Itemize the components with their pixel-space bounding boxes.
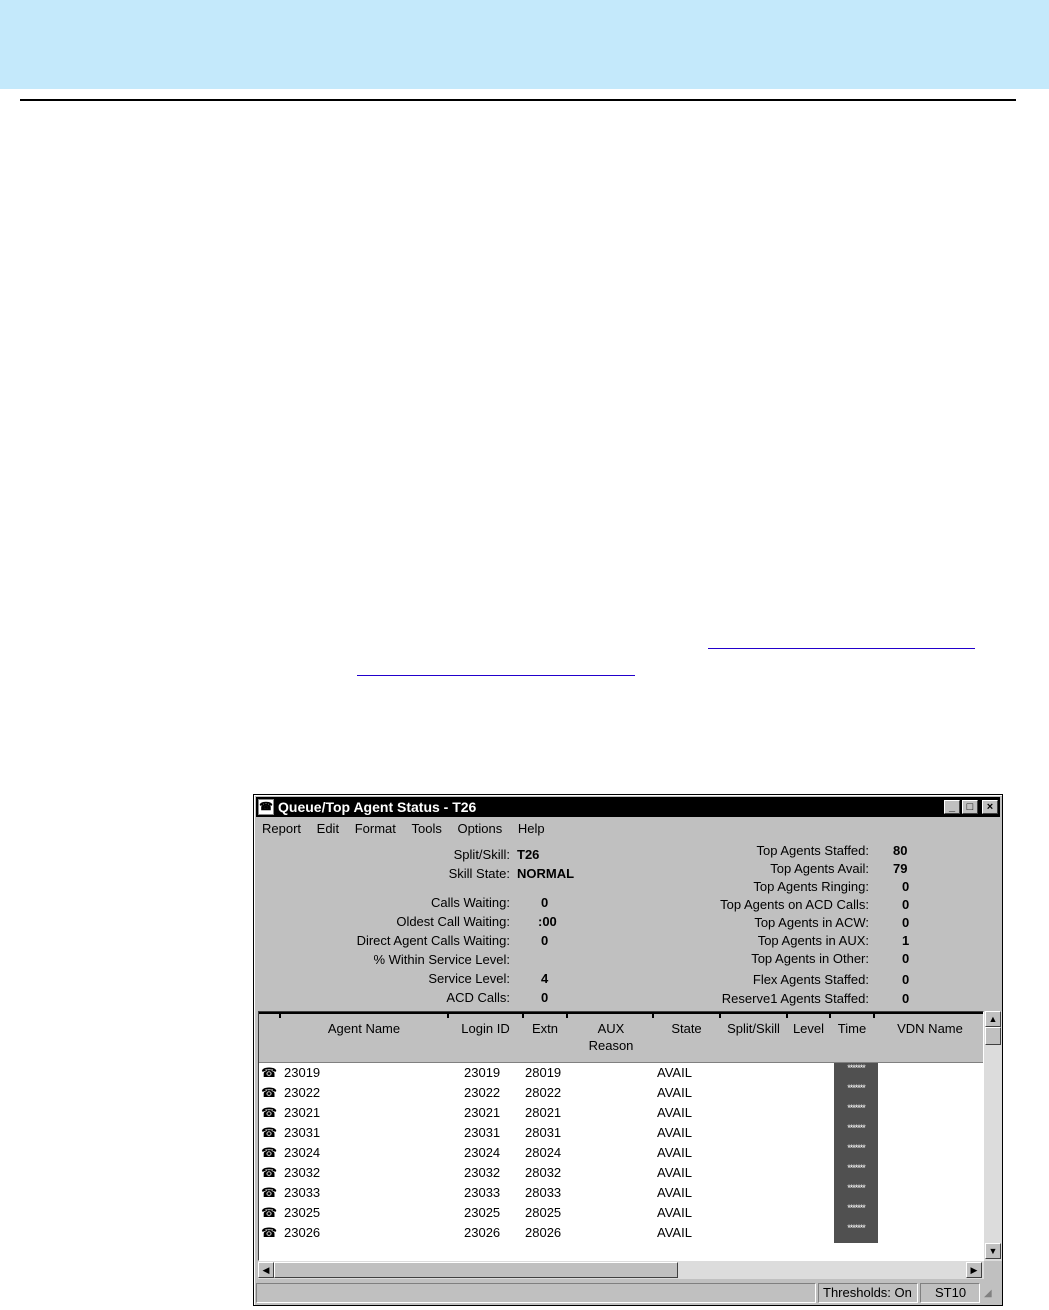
link-underline-1[interactable] xyxy=(708,648,975,649)
header-top-line xyxy=(259,1012,984,1014)
login-id: 23025 xyxy=(464,1205,501,1220)
agent-name: 23025 xyxy=(284,1205,321,1220)
col-extn[interactable]: Extn xyxy=(531,1021,558,1036)
column-divider[interactable] xyxy=(447,1012,449,1018)
calls-waiting-value: 0 xyxy=(541,895,549,910)
link-underline-2[interactable] xyxy=(357,675,635,676)
station-id-status: ST10 xyxy=(920,1283,980,1303)
state: AVAIL xyxy=(657,1205,692,1220)
reserve1-agents-value: 0 xyxy=(902,991,910,1006)
extn: 28019 xyxy=(525,1065,562,1080)
table-row[interactable] xyxy=(259,1123,984,1143)
time-cell: ******* xyxy=(834,1143,878,1163)
login-id: 23021 xyxy=(464,1105,501,1120)
telephone-icon: ☎ xyxy=(261,1145,278,1160)
time-cell: ******* xyxy=(834,1063,878,1083)
column-divider[interactable] xyxy=(279,1012,281,1018)
header-rule xyxy=(20,99,1016,101)
login-id: 23026 xyxy=(464,1225,501,1240)
col-level[interactable]: Level xyxy=(792,1021,825,1036)
top-agents-aux-value: 1 xyxy=(902,933,910,948)
scroll-down-arrow-icon[interactable]: ▼ xyxy=(985,1243,1001,1259)
top-agents-ringing-label: Top Agents Ringing: xyxy=(753,879,869,894)
table-row[interactable] xyxy=(259,1163,984,1183)
summary-panel xyxy=(256,841,1000,1035)
menu-tools[interactable]: Tools xyxy=(411,821,442,836)
oldest-call-value: :00 xyxy=(538,914,557,929)
extn: 28022 xyxy=(525,1085,562,1100)
service-level-label: Service Level: xyxy=(428,971,510,986)
state: AVAIL xyxy=(657,1225,692,1240)
state: AVAIL xyxy=(657,1105,692,1120)
time-cell: ******* xyxy=(834,1183,878,1203)
top-agents-other-value: 0 xyxy=(902,951,910,966)
agent-name: 23019 xyxy=(284,1065,321,1080)
time-cell: ******* xyxy=(834,1123,878,1143)
top-agents-acw-value: 0 xyxy=(902,915,910,930)
table-row[interactable] xyxy=(259,1083,984,1103)
top-agents-ringing-value: 0 xyxy=(902,879,910,894)
menu-format[interactable]: Format xyxy=(354,821,396,836)
thresholds-status: Thresholds: On xyxy=(818,1283,918,1303)
top-agents-acw-label: Top Agents in ACW: xyxy=(754,915,869,930)
vertical-scrollbar[interactable] xyxy=(984,1011,1002,1261)
column-divider[interactable] xyxy=(652,1012,654,1018)
agent-name: 23033 xyxy=(284,1185,321,1200)
extn: 28033 xyxy=(525,1185,562,1200)
skill-state-value: NORMAL xyxy=(517,866,575,881)
scroll-left-arrow-icon[interactable]: ◀ xyxy=(258,1262,274,1278)
status-bar xyxy=(256,1283,1000,1303)
agent-name: 23024 xyxy=(284,1145,321,1160)
table-row[interactable] xyxy=(259,1183,984,1203)
login-id: 23032 xyxy=(464,1165,501,1180)
agent-name: 23026 xyxy=(284,1225,321,1240)
agent-name: 23021 xyxy=(284,1105,321,1120)
state: AVAIL xyxy=(657,1065,692,1080)
acd-calls-value: 0 xyxy=(541,990,549,1005)
top-agents-avail-value: 79 xyxy=(893,861,908,876)
table-row[interactable] xyxy=(259,1143,984,1163)
flex-agents-value: 0 xyxy=(902,972,910,987)
time-cell: ******* xyxy=(834,1103,878,1123)
time-cell: ******* xyxy=(834,1083,878,1103)
reserve1-agents-label: Reserve1 Agents Staffed: xyxy=(721,991,869,1006)
col-time[interactable]: Time xyxy=(837,1021,867,1036)
time-cell: ******* xyxy=(834,1223,878,1243)
column-divider[interactable] xyxy=(719,1012,721,1018)
table-row[interactable] xyxy=(259,1063,984,1083)
col-aux-reason[interactable]: AUX Reason xyxy=(588,1021,634,1053)
time-cell: ******* xyxy=(834,1163,878,1183)
state: AVAIL xyxy=(657,1145,692,1160)
agent-name: 23022 xyxy=(284,1085,321,1100)
within-service-level-label: % Within Service Level: xyxy=(373,952,510,967)
state: AVAIL xyxy=(657,1165,692,1180)
menu-bar xyxy=(256,819,1000,839)
flex-agents-label: Flex Agents Staffed: xyxy=(752,972,869,987)
direct-agent-calls-value: 0 xyxy=(541,933,549,948)
skill-state-label: Skill State: xyxy=(448,866,510,881)
telephone-icon: ☎ xyxy=(261,1205,278,1220)
col-login-id[interactable]: Login ID xyxy=(461,1021,510,1036)
login-id: 23022 xyxy=(464,1085,501,1100)
menu-help[interactable]: Help xyxy=(517,821,545,836)
column-divider[interactable] xyxy=(522,1012,524,1018)
top-agents-other-label: Top Agents in Other: xyxy=(751,951,869,966)
queue-agent-status-window xyxy=(253,794,1003,1306)
top-agents-acd-label: Top Agents on ACD Calls: xyxy=(720,897,869,912)
login-id: 23031 xyxy=(464,1125,501,1140)
horizontal-scroll-thumb[interactable] xyxy=(274,1262,678,1278)
column-divider[interactable] xyxy=(786,1012,788,1018)
table-header xyxy=(259,1012,984,1063)
horizontal-scrollbar[interactable] xyxy=(258,1261,984,1279)
window-title: Queue/Top Agent Status - T26 xyxy=(278,799,477,815)
extn: 28031 xyxy=(525,1125,562,1140)
telephone-icon: ☎ xyxy=(261,1225,278,1240)
resize-grip-icon[interactable]: ◢ xyxy=(984,1288,992,1299)
top-agents-avail-label: Top Agents Avail: xyxy=(770,861,869,876)
menu-options[interactable]: Options xyxy=(457,821,503,836)
menu-report[interactable]: Report xyxy=(262,821,302,836)
telephone-icon: ☎ xyxy=(261,1165,278,1180)
telephone-icon: ☎ xyxy=(261,1185,278,1200)
extn: 28021 xyxy=(525,1105,562,1120)
table-row[interactable] xyxy=(259,1223,984,1243)
title-bar[interactable] xyxy=(256,797,1000,817)
minimize-button[interactable]: _ xyxy=(944,800,960,814)
login-id: 23033 xyxy=(464,1185,501,1200)
top-agents-staffed-label: Top Agents Staffed: xyxy=(756,843,869,858)
split-skill-label: Split/Skill: xyxy=(453,847,510,862)
time-cell: ******* xyxy=(834,1203,878,1223)
menu-edit[interactable]: Edit xyxy=(316,821,340,836)
top-agents-aux-label: Top Agents in AUX: xyxy=(757,933,869,948)
state: AVAIL xyxy=(657,1125,692,1140)
scroll-right-arrow-icon[interactable]: ▶ xyxy=(966,1262,982,1278)
split-skill-value: T26 xyxy=(517,847,540,862)
telephone-icon: ☎ xyxy=(261,1125,278,1140)
calls-waiting-label: Calls Waiting: xyxy=(431,895,510,910)
column-divider[interactable] xyxy=(829,1012,831,1018)
status-panel-main xyxy=(256,1283,816,1303)
acd-calls-label: ACD Calls: xyxy=(446,990,510,1005)
top-agents-acd-value: 0 xyxy=(902,897,910,912)
telephone-icon: ☎ xyxy=(261,1085,278,1100)
service-level-value: 4 xyxy=(541,971,549,986)
column-divider[interactable] xyxy=(566,1012,568,1018)
page-header-band xyxy=(0,0,1049,89)
close-button[interactable]: × xyxy=(982,800,998,814)
login-id: 23024 xyxy=(464,1145,501,1160)
oldest-call-label: Oldest Call Waiting: xyxy=(396,914,510,929)
scroll-up-arrow-icon[interactable]: ▲ xyxy=(985,1011,1001,1027)
state: AVAIL xyxy=(657,1185,692,1200)
col-split-skill[interactable]: Split/Skill xyxy=(727,1021,780,1036)
extn: 28032 xyxy=(525,1165,562,1180)
vertical-scroll-thumb[interactable] xyxy=(985,1027,1001,1045)
col-vdn-name[interactable]: VDN Name xyxy=(897,1021,963,1036)
col-agent-name[interactable]: Agent Name xyxy=(327,1021,401,1036)
top-agents-staffed-value: 80 xyxy=(893,843,908,858)
extn: 28025 xyxy=(525,1205,562,1220)
telephone-icon: ☎ xyxy=(261,1105,278,1120)
extn: 28026 xyxy=(525,1225,562,1240)
login-id: 23019 xyxy=(464,1065,501,1080)
table-row[interactable] xyxy=(259,1103,984,1123)
maximize-button[interactable]: □ xyxy=(962,800,978,814)
telephone-icon: ☎ xyxy=(261,1065,278,1080)
extn: 28024 xyxy=(525,1145,562,1160)
state: AVAIL xyxy=(657,1085,692,1100)
agent-name: 23032 xyxy=(284,1165,321,1180)
table-row[interactable] xyxy=(259,1203,984,1223)
phone-app-icon[interactable]: ☎ xyxy=(259,801,273,813)
column-divider[interactable] xyxy=(873,1012,875,1018)
agent-table xyxy=(258,1011,984,1261)
agent-name: 23031 xyxy=(284,1125,321,1140)
direct-agent-calls-label: Direct Agent Calls Waiting: xyxy=(356,933,510,948)
col-state[interactable]: State xyxy=(671,1021,702,1036)
